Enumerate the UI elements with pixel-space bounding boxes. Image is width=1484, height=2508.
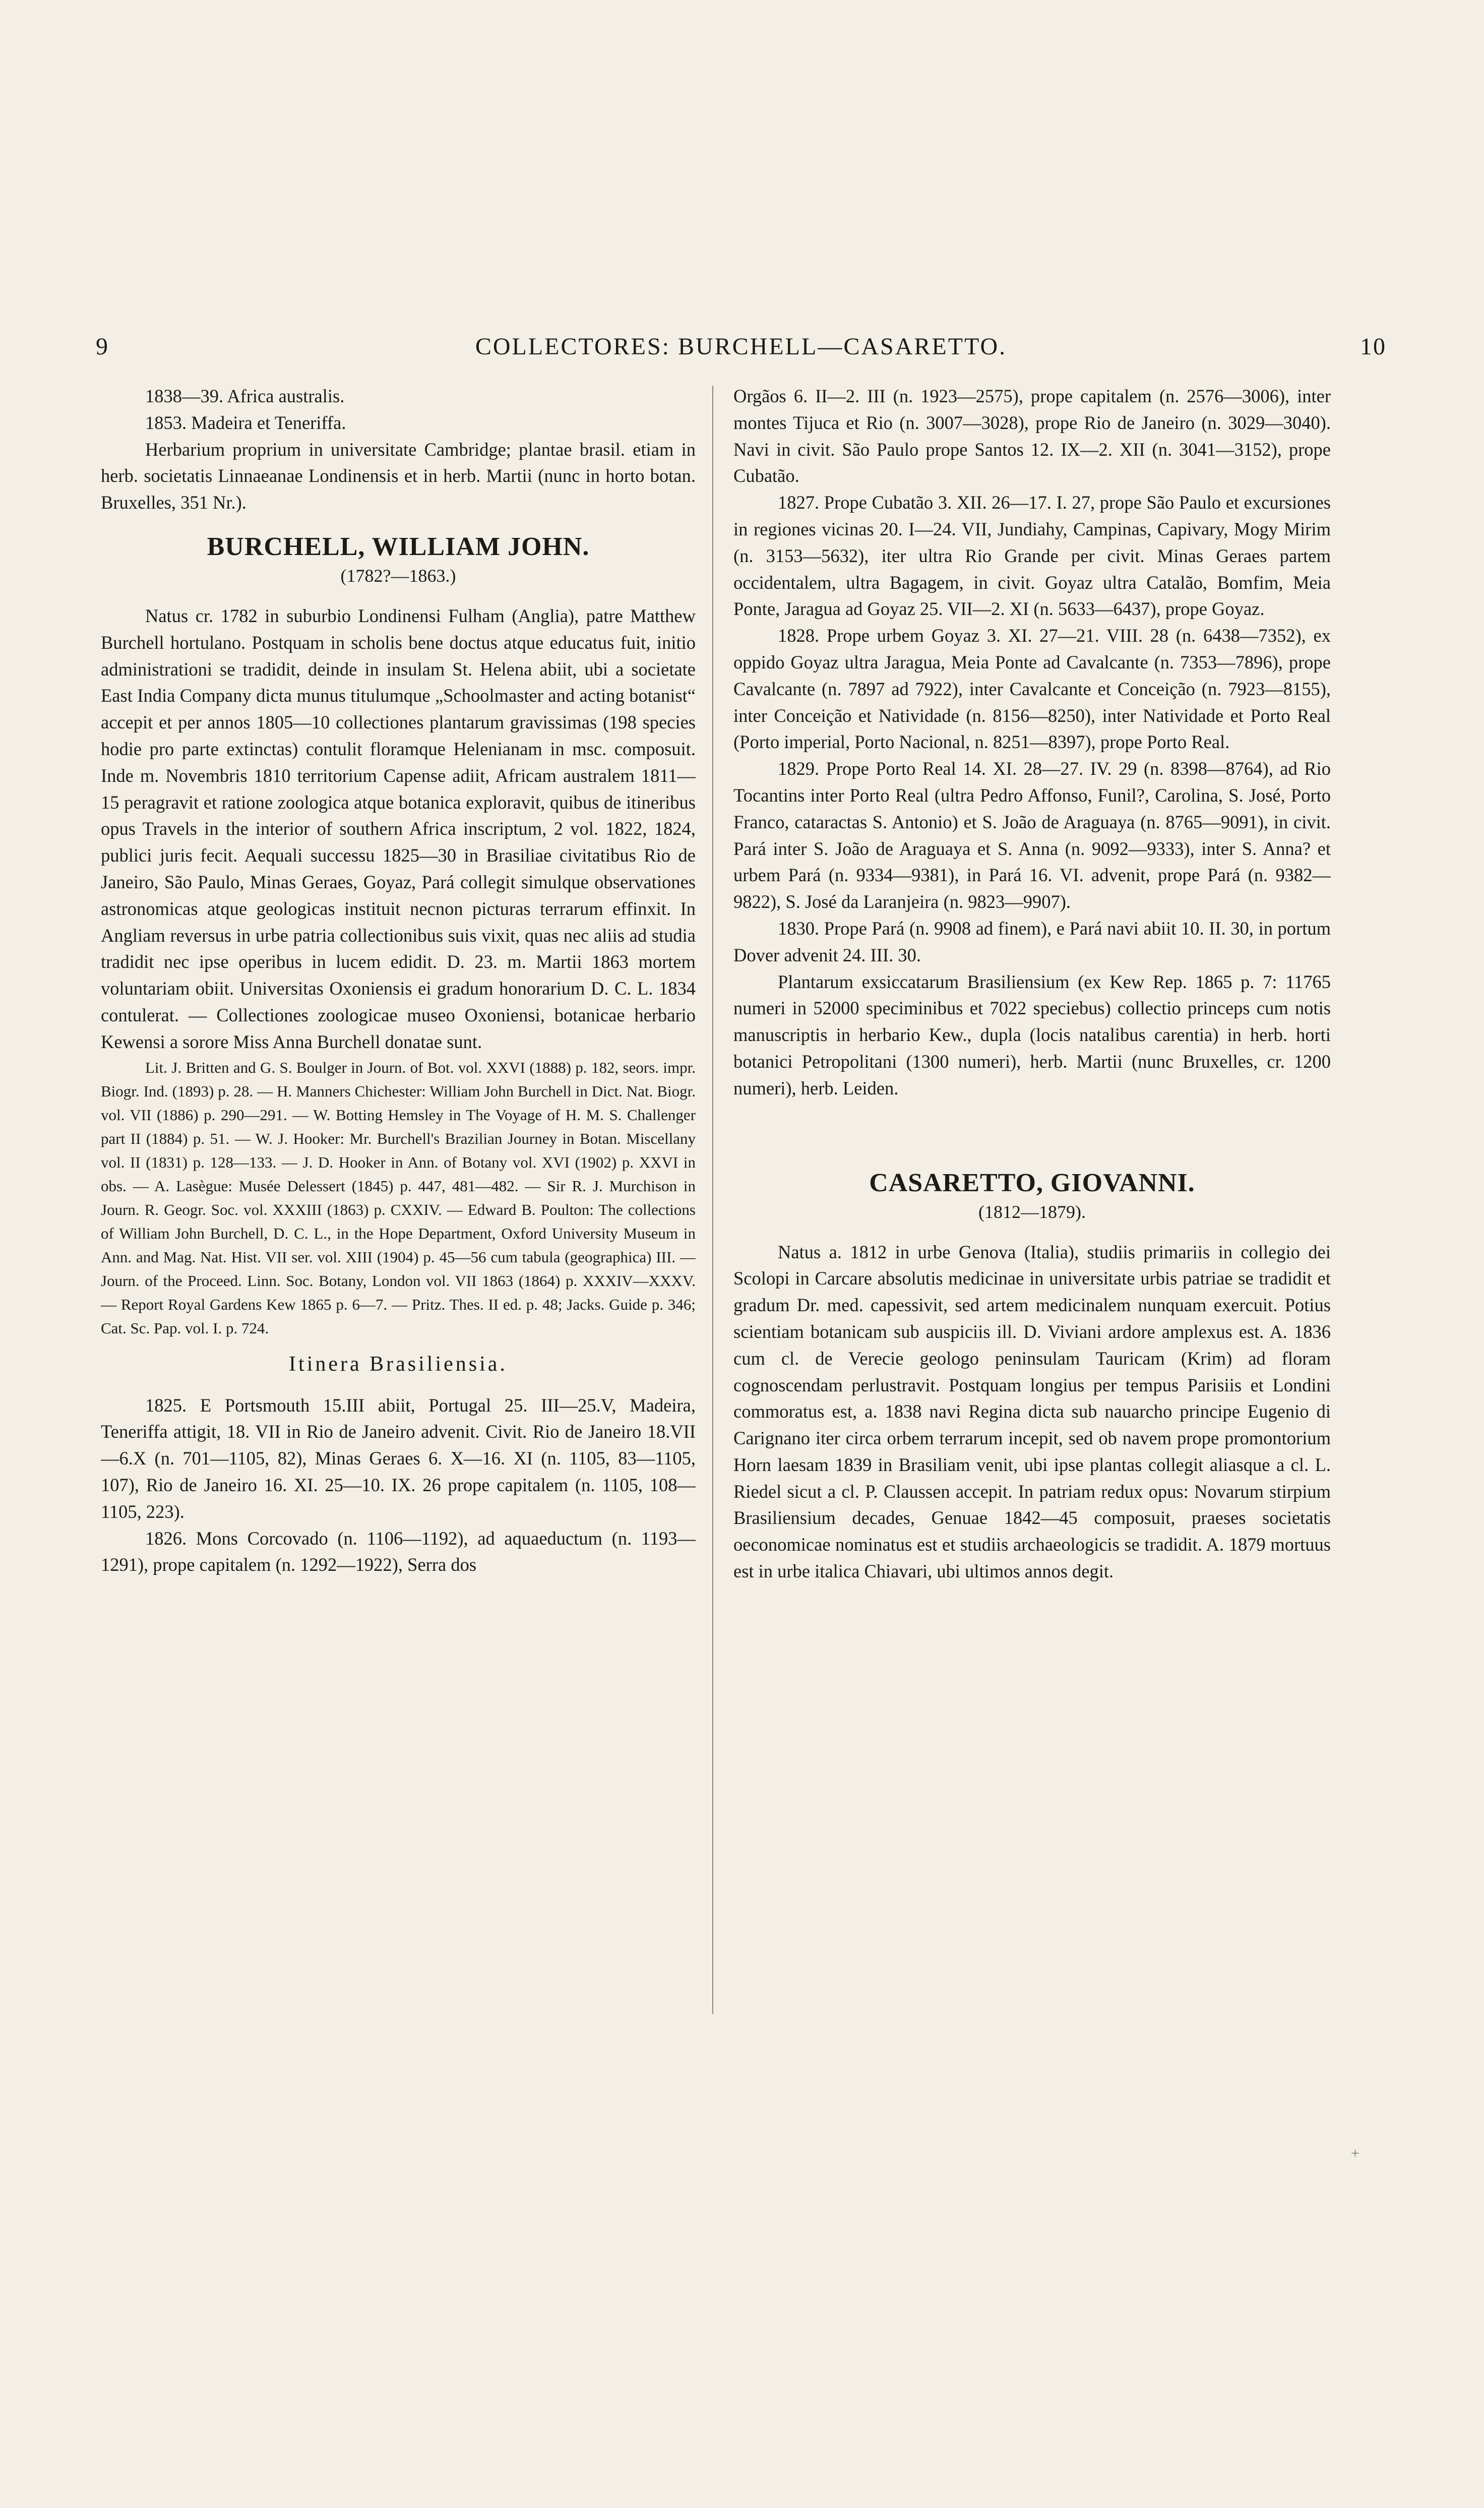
page-number-right: 10 [1360, 333, 1386, 360]
printer-mark-icon: + [1351, 2145, 1359, 2162]
itinerary-1826-continued: Orgãos 6. II—2. III (n. 1923—2575), prope capitalem (n. 2576—3006), inter montes Tijuca et Rio (n. 3007—3028), prope Rio de Janeiro (n. 3029—3040). Navi in civit. São Paulo prope Santos 12. IX—2. XII (n. 3041—3152), prope Cubatão. [733, 386, 1331, 486]
entry-heading-casaretto: CASARETTO, GIOVANNI. [869, 1168, 1195, 1197]
left-column [101, 383, 696, 2127]
entry-heading-burchell: BURCHELL, WILLIAM JOHN. [207, 532, 590, 561]
column-divider [712, 386, 713, 2014]
running-header [96, 333, 1386, 368]
plantarum-summary: Plantarum exsiccatarum Brasiliensium (ex Kew Rep. 1865 p. 7: 11765 numeri in 52000 speciminibus et 7022 speciebus) collectio princeps cum notis manuscriptis in herbario Kew., dupla (locis natalibus carentia) in herb. horti botanici Petropolitani (1300 numeri), herb. Martii (nunc Bruxelles, cr. 1200 numeri), herb. Leiden. [733, 971, 1331, 1098]
burchell-biography: Natus cr. 1782 in suburbio Londinensi Fulham (Anglia), patre Matthew Burchell hortulano. Postquam in scholis bene doctus atque educatus fuit, initio administrationi se tradidit, deinde in insulam St. Helena abiit, ubi a societate East India Company dicta munus titulumque „Schoolmaster and acting botanist“ accepit et per annos 1805—10 collectiones plantarum gravissimas (198 species hodie pro parte extinctas) contulit floramque Helenianam in msc. composuit. Inde m. Novembris 1810 territorium Capense adiit, Africam australem 1811—15 peragravit et ratione zoologica atque botanica exploravit, quibus de itineribus opus Travels in the interior of southern Africa inscriptum, 2 vol. 1822, 1824, publici juris fecit. Aequali successu 1825—30 in Brasiliae civitatibus Rio de Janeiro, São Paulo, Minas Geraes, Goyaz, Pará collegit simulque observationes astronomicas atque geologicas instituit necnon picturas terrarum effinxit. In Angliam reversus in urbe patria collectionibus suis vixit, quas nec aliis ad studia tradidit nec ipse operibus in lucem edidit. D. 23. m. Martii 1863 mortem voluntariam obiit. Universitas Oxoniensis ei gradum honorarium D. C. L. 1834 contulerat. — Collectiones zoologicae museo Oxoniensi, botanicae herbario Kewensi a sorore Miss Anna Burchell donatae sunt. [101, 605, 696, 1052]
right-column [733, 383, 1331, 2127]
itinerary-1830: 1830. Prope Pará (n. 9908 ad finem), e Pará navi abiit 10. II. 30, in portum Dover advenit 24. III. 30. [733, 917, 1331, 965]
itinera-heading: Itinera Brasiliensia. [289, 1352, 508, 1376]
itinerary-1827: 1827. Prope Cubatão 3. XII. 26—17. I. 27, prope São Paulo et excursiones in regiones vicinas 20. I—24. VII, Jundiahy, Campinas, Capivary, Mogy Mirim (n. 3153—5632), iter ultra Rio Grande per civit. Minas Geraes partem occidentalem, ultra Bagagem, in civit. Goyaz ultra Catalão, Bomfim, Meia Ponte, Jaragua ad Goyaz 25. VII—2. XI (n. 5633—6437), prope Goyaz. [733, 492, 1331, 620]
prev-entry-herbarium: Herbarium proprium in universitate Cambridge; plantae brasil. etiam in herb. societatis Linnaeanae Londinensis et in herb. Martii (nunc in horto botan. Bruxelles, 351 Nr.). [101, 439, 696, 513]
itinerary-1829: 1829. Prope Porto Real 14. XI. 28—27. IV. 29 (n. 8398—8764), ad Rio Tocantins inter Porto Real (ultra Pedro Affonso, Funil?, Carolina, S. José, Porto Franco, cataractas S. Antonio) et S. João de Araguaya (n. 8765—9091), in civit. Pará inter S. João de Araguaya et S. Anna (n. 9092—9333), inter S. Anna? et urbem Pará (n. 9334—9381), in Pará 16. VI. advenit, prope Pará (n. 9382—9822), S. José da Laranjeira (n. 9823—9907). [733, 758, 1331, 912]
itinerary-1825: 1825. E Portsmouth 15.III abiit, Portugal 25. III—25.V, Madeira, Teneriffa attigit, 18. VII in Rio de Janeiro advenit. Civit. Rio de Janeiro 18.VII—6.X (n. 701—1105, 82), Minas Geraes 6. X—16. XI (n. 1105, 83—1105, 107), Rio de Janeiro 16. XI. 25—10. IX. 26 prope capitalem (n. 1105, 108—1105, 223). [101, 1394, 696, 1522]
running-title: COLLECTORES: BURCHELL—CASARETTO. [475, 333, 1007, 360]
prev-entry-line: 1838—39. Africa australis. [145, 386, 345, 406]
itinerary-1826: 1826. Mons Corcovado (n. 1106—1192), ad aquaeductum (n. 1193—1291), prope capitalem (n. 1292—1922), Serra dos [101, 1527, 696, 1575]
page-number-left: 9 [96, 333, 109, 360]
entry-dates-casaretto: (1812—1879). [978, 1201, 1086, 1222]
entry-dates-burchell: (1782?—1863.) [340, 565, 456, 586]
casaretto-biography: Natus a. 1812 in urbe Genova (Italia), studiis primariis in collegio dei Scolopi in Carcare absolutis medicinae in universitate urbis patriae se tradidit et gradum Dr. med. capessivit, sed artem medicinalem nunquam exercuit. Potius scientiam botanicam sub auspiciis ill. D. Viviani ardore amplexus est. A. 1836 cum cl. de Verecie geologo peninsulam Tauricam (Krim) ad floram cognoscendam perlustravit. Postquam longius per tempus Parisiis et Londini commoratus est, a. 1838 navi Regina dicta sub nauarcho principe Eugenio di Carignano iter circa orbem terrarum incepit, sed ob navem prope promontorium Horn laesam 1839 in Brasiliam venit, ubi ipse plantas collegit aliasque a cl. L. Riedel sicut a cl. P. Claussen accepit. In patriam redux opus: Novarum stirpium Brasiliensium decades, Genuae 1842—45 composuit, praeses societatis oeconomicae nominatus est et studiis archaeologicis se tradidit. A. 1879 mortuus est in urbe italica Chiavari, ubi ultimos annos degit. [733, 1241, 1331, 1582]
itinerary-1828: 1828. Prope urbem Goyaz 3. XI. 27—21. VIII. 28 (n. 6438—7352), ex oppido Goyaz ultra Jaragua, Meia Ponte ad Cavalcante (n. 7353—7896), prope Cavalcante (n. 7897 ad 7922), inter Cavalcante et Conceição (n. 7923—8155), inter Conceição et Natividade (n. 8156—8250), inter Natividade et Porto Real (Porto imperial, Porto Nacional, n. 8251—8397), prope Porto Real. [733, 625, 1331, 753]
prev-entry-line: 1853. Madeira et Teneriffa. [145, 412, 346, 433]
burchell-literature: Lit. J. Britten and G. S. Boulger in Journ. of Bot. vol. XXVI (1888) p. 182, seors. impr. Biogr. Ind. (1893) p. 28. — H. Manners Chichester: William John Burchell in Dict. Nat. Biogr. vol. VII (1886) p. 290—291. — W. Botting Hemsley in The Voyage of H. M. S. Challenger part II (1884) p. 51. — W. J. Hooker: Mr. Burchell's Brazilian Journey in Botan. Miscellany vol. II (1831) p. 128—133. — J. D. Hooker in Ann. of Botany vol. XVI (1902) p. XXVI in obs. — A. Lasègue: Musée Delessert (1845) p. 447, 481—482. — Sir R. J. Murchison in Journ. R. Geogr. Soc. vol. XXXIII (1863) p. CXXIV. — Edward B. Poulton: The collections of William John Burchell, D. C. L., in the Hope Department, Oxford University Museum in Ann. and Mag. Nat. Hist. VII ser. vol. XIII (1904) p. 45—56 cum tabula (geographica) III. — Journ. of the Proceed. Linn. Soc. Botany, London vol. VII 1863 (1864) p. XXXIV—XXXV. — Report Royal Gardens Kew 1865 p. 6—7. — Pritz. Thes. II ed. p. 48; Jacks. Guide p. 346; Cat. Sc. Pap. vol. I. p. 724. [101, 1058, 696, 1337]
spacer [733, 1102, 1331, 1152]
